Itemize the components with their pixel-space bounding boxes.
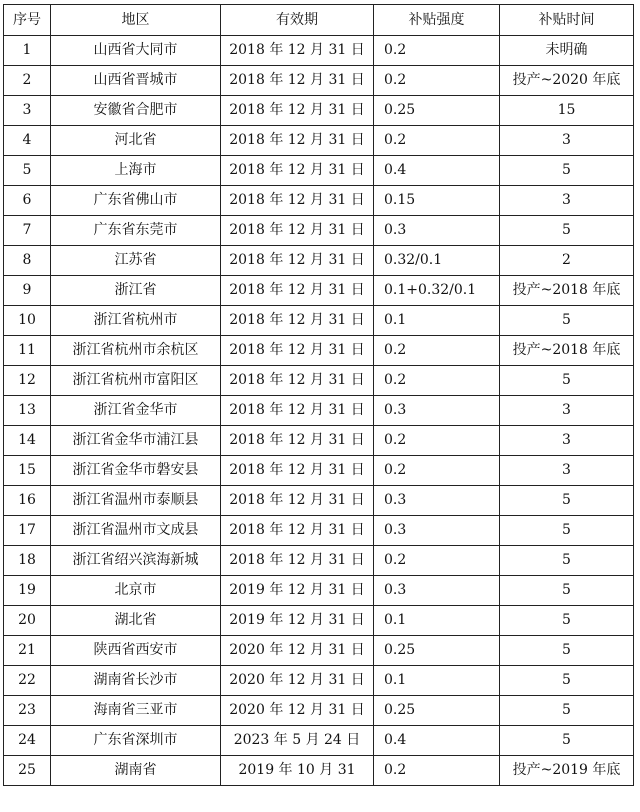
subsidy-strength-cell: 0.2 <box>374 126 500 156</box>
validity-cell: 2020 年 12 月 31 日 <box>221 636 374 666</box>
table-row <box>4 126 634 156</box>
region-cell: 湖南省长沙市 <box>51 666 221 696</box>
subsidy-strength-cell: 0.2 <box>374 336 500 366</box>
row-index: 7 <box>4 216 51 246</box>
validity-cell: 2018 年 12 月 31 日 <box>221 156 374 186</box>
validity-cell: 2018 年 12 月 31 日 <box>221 96 374 126</box>
row-index: 23 <box>4 696 51 726</box>
validity-cell: 2018 年 12 月 31 日 <box>221 276 374 306</box>
validity-cell: 2019 年 12 月 31 日 <box>221 606 374 636</box>
validity-cell: 2018 年 12 月 31 日 <box>221 126 374 156</box>
subsidy-table-container <box>3 4 633 786</box>
row-index: 18 <box>4 546 51 576</box>
subsidy-duration-cell: 投产~2018 年底 <box>500 276 634 306</box>
subsidy-strength-cell: 0.2 <box>374 66 500 96</box>
validity-cell: 2019 年 10 月 31 <box>221 756 374 786</box>
table-row <box>4 156 634 186</box>
subsidy-strength-cell: 0.3 <box>374 486 500 516</box>
subsidy-duration-cell: 5 <box>500 576 634 606</box>
subsidy-duration-cell: 5 <box>500 306 634 336</box>
validity-cell: 2018 年 12 月 31 日 <box>221 246 374 276</box>
region-cell: 安徽省合肥市 <box>51 96 221 126</box>
subsidy-strength-cell: 0.3 <box>374 216 500 246</box>
row-index: 22 <box>4 666 51 696</box>
region-cell: 陕西省西安市 <box>51 636 221 666</box>
validity-cell: 2018 年 12 月 31 日 <box>221 486 374 516</box>
validity-cell: 2018 年 12 月 31 日 <box>221 546 374 576</box>
row-index: 12 <box>4 366 51 396</box>
validity-cell: 2019 年 12 月 31 日 <box>221 576 374 606</box>
region-cell: 浙江省金华市 <box>51 396 221 426</box>
region-cell: 浙江省金华市浦江县 <box>51 426 221 456</box>
validity-cell: 2018 年 12 月 31 日 <box>221 36 374 66</box>
table-row <box>4 216 634 246</box>
subsidy-duration-cell: 投产~2020 年底 <box>500 66 634 96</box>
subsidy-strength-cell: 0.1 <box>374 606 500 636</box>
table-row <box>4 396 634 426</box>
table-row <box>4 36 634 66</box>
region-cell: 山西省晋城市 <box>51 66 221 96</box>
subsidy-duration-cell: 5 <box>500 366 634 396</box>
region-cell: 河北省 <box>51 126 221 156</box>
subsidy-strength-cell: 0.2 <box>374 426 500 456</box>
table-row <box>4 276 634 306</box>
header-validity: 有效期 <box>221 5 374 36</box>
validity-cell: 2018 年 12 月 31 日 <box>221 66 374 96</box>
table-row <box>4 546 634 576</box>
row-index: 2 <box>4 66 51 96</box>
header-region: 地区 <box>51 5 221 36</box>
subsidy-duration-cell: 3 <box>500 426 634 456</box>
subsidy-duration-cell: 5 <box>500 666 634 696</box>
row-index: 16 <box>4 486 51 516</box>
region-cell: 浙江省绍兴滨海新城 <box>51 546 221 576</box>
row-index: 8 <box>4 246 51 276</box>
validity-cell: 2018 年 12 月 31 日 <box>221 306 374 336</box>
region-cell: 广东省深圳市 <box>51 726 221 756</box>
subsidy-strength-cell: 0.2 <box>374 366 500 396</box>
subsidy-strength-cell: 0.25 <box>374 696 500 726</box>
validity-cell: 2018 年 12 月 31 日 <box>221 186 374 216</box>
table-row <box>4 96 634 126</box>
row-index: 17 <box>4 516 51 546</box>
table-row <box>4 756 634 786</box>
subsidy-strength-cell: 0.15 <box>374 186 500 216</box>
subsidy-duration-cell: 3 <box>500 186 634 216</box>
table-row <box>4 606 634 636</box>
subsidy-strength-cell: 0.4 <box>374 156 500 186</box>
row-index: 1 <box>4 36 51 66</box>
region-cell: 浙江省温州市文成县 <box>51 516 221 546</box>
row-index: 20 <box>4 606 51 636</box>
table-row <box>4 696 634 726</box>
row-index: 21 <box>4 636 51 666</box>
subsidy-duration-cell: 5 <box>500 486 634 516</box>
region-cell: 上海市 <box>51 156 221 186</box>
row-index: 6 <box>4 186 51 216</box>
region-cell: 广东省东莞市 <box>51 216 221 246</box>
table-row <box>4 66 634 96</box>
row-index: 15 <box>4 456 51 486</box>
table-row <box>4 516 634 546</box>
validity-cell: 2018 年 12 月 31 日 <box>221 336 374 366</box>
row-index: 5 <box>4 156 51 186</box>
row-index: 10 <box>4 306 51 336</box>
validity-cell: 2018 年 12 月 31 日 <box>221 366 374 396</box>
row-index: 9 <box>4 276 51 306</box>
validity-cell: 2018 年 12 月 31 日 <box>221 426 374 456</box>
table-row <box>4 726 634 756</box>
header-subsidy-strength: 补贴强度 <box>374 5 500 36</box>
region-cell: 湖北省 <box>51 606 221 636</box>
header-row <box>4 5 634 36</box>
subsidy-duration-cell: 5 <box>500 636 634 666</box>
row-index: 4 <box>4 126 51 156</box>
table-row <box>4 666 634 696</box>
region-cell: 北京市 <box>51 576 221 606</box>
table-row <box>4 486 634 516</box>
region-cell: 湖南省 <box>51 756 221 786</box>
row-index: 25 <box>4 756 51 786</box>
subsidy-duration-cell: 2 <box>500 246 634 276</box>
header-index: 序号 <box>4 5 51 36</box>
region-cell: 山西省大同市 <box>51 36 221 66</box>
header-subsidy-duration: 补贴时间 <box>500 5 634 36</box>
table-row <box>4 426 634 456</box>
validity-cell: 2020 年 12 月 31 日 <box>221 666 374 696</box>
subsidy-duration-cell: 15 <box>500 96 634 126</box>
table-row <box>4 306 634 336</box>
validity-cell: 2023 年 5 月 24 日 <box>221 726 374 756</box>
region-cell: 浙江省杭州市余杭区 <box>51 336 221 366</box>
row-index: 3 <box>4 96 51 126</box>
subsidy-duration-cell: 5 <box>500 216 634 246</box>
validity-cell: 2018 年 12 月 31 日 <box>221 516 374 546</box>
subsidy-duration-cell: 5 <box>500 156 634 186</box>
subsidy-duration-cell: 3 <box>500 396 634 426</box>
subsidy-strength-cell: 0.4 <box>374 726 500 756</box>
validity-cell: 2018 年 12 月 31 日 <box>221 216 374 246</box>
region-cell: 浙江省金华市磐安县 <box>51 456 221 486</box>
subsidy-duration-cell: 5 <box>500 546 634 576</box>
region-cell: 海南省三亚市 <box>51 696 221 726</box>
subsidy-duration-cell: 5 <box>500 696 634 726</box>
region-cell: 浙江省温州市泰顺县 <box>51 486 221 516</box>
subsidy-strength-cell: 0.25 <box>374 636 500 666</box>
validity-cell: 2018 年 12 月 31 日 <box>221 396 374 426</box>
table-row <box>4 456 634 486</box>
subsidy-duration-cell: 未明确 <box>500 36 634 66</box>
table-row <box>4 186 634 216</box>
subsidy-duration-cell: 投产~2019 年底 <box>500 756 634 786</box>
subsidy-strength-cell: 0.3 <box>374 576 500 606</box>
validity-cell: 2020 年 12 月 31 日 <box>221 696 374 726</box>
table-row <box>4 246 634 276</box>
subsidy-strength-cell: 0.1+0.32/0.1 <box>374 276 500 306</box>
row-index: 19 <box>4 576 51 606</box>
subsidy-strength-cell: 0.2 <box>374 756 500 786</box>
region-cell: 浙江省 <box>51 276 221 306</box>
subsidy-strength-cell: 0.3 <box>374 516 500 546</box>
subsidy-strength-cell: 0.2 <box>374 546 500 576</box>
subsidy-duration-cell: 5 <box>500 516 634 546</box>
table-row <box>4 336 634 366</box>
subsidy-strength-cell: 0.1 <box>374 306 500 336</box>
region-cell: 浙江省杭州市富阳区 <box>51 366 221 396</box>
subsidy-strength-cell: 0.32/0.1 <box>374 246 500 276</box>
subsidy-duration-cell: 3 <box>500 126 634 156</box>
subsidy-duration-cell: 3 <box>500 456 634 486</box>
table-row <box>4 636 634 666</box>
row-index: 11 <box>4 336 51 366</box>
table-row <box>4 576 634 606</box>
subsidy-duration-cell: 5 <box>500 606 634 636</box>
table-header <box>4 5 634 36</box>
region-cell: 浙江省杭州市 <box>51 306 221 336</box>
subsidy-duration-cell: 5 <box>500 726 634 756</box>
row-index: 14 <box>4 426 51 456</box>
subsidy-strength-cell: 0.3 <box>374 396 500 426</box>
subsidy-duration-cell: 投产~2018 年底 <box>500 336 634 366</box>
subsidy-strength-cell: 0.25 <box>374 96 500 126</box>
table-body <box>4 36 634 786</box>
validity-cell: 2018 年 12 月 31 日 <box>221 456 374 486</box>
subsidy-strength-cell: 0.2 <box>374 456 500 486</box>
row-index: 24 <box>4 726 51 756</box>
subsidy-strength-cell: 0.1 <box>374 666 500 696</box>
region-cell: 广东省佛山市 <box>51 186 221 216</box>
subsidy-strength-cell: 0.2 <box>374 36 500 66</box>
row-index: 13 <box>4 396 51 426</box>
subsidy-table <box>3 4 634 786</box>
table-row <box>4 366 634 396</box>
region-cell: 江苏省 <box>51 246 221 276</box>
